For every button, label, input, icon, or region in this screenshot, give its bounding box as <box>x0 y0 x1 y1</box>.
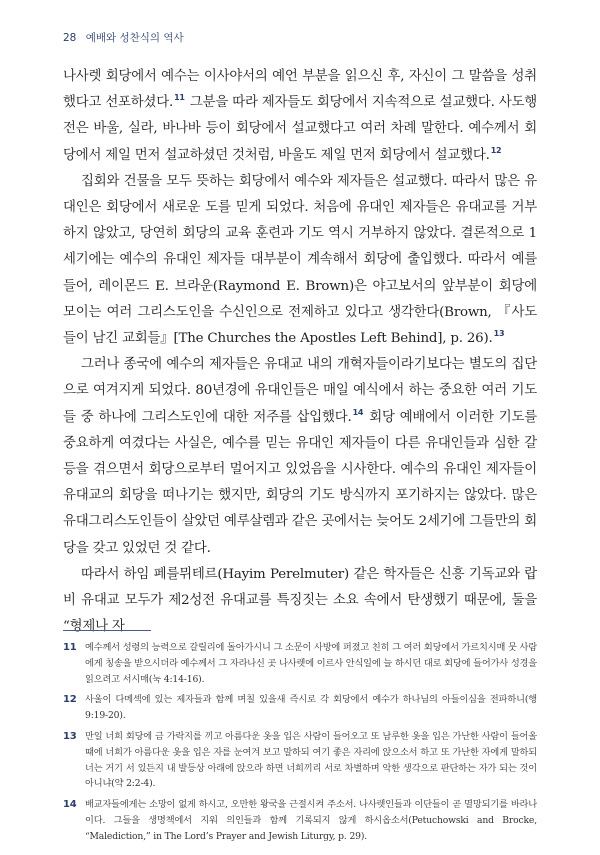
paragraph <box>63 562 537 641</box>
paragraph-text: 따라서 하임 페를뮈테르(Hayim Perelmuter) 같은 학자들은 신흥 기독교와 랍비 유대교 모두가 제2성전 유대교를 특징짓는 소요 속에서 탄생했기 때문에, 둘을 “형제나 자 <box>63 566 537 635</box>
footnote <box>63 640 537 687</box>
footnote-ref[interactable]: 14 <box>352 407 364 417</box>
footnote-ref[interactable]: 12 <box>490 145 502 155</box>
body-text <box>63 64 537 640</box>
running-header <box>63 30 184 45</box>
footnote-ref[interactable]: 11 <box>174 93 185 103</box>
paragraph-text: 회당 예배에서 이러한 기도를 중요하게 여겼다는 사실은, 예수를 믿는 유대인 제자들이 다른 유대인들과 심한 갈등을 겪으면서 회당으로부터 멀어지고 있었음을 시사한다. 예수의 유대인 제자들이 유대교의 회당을 떠나기는 했지만, 회당의 기도 방식까지 포기하지는 않았다. 많은 유대그리스도인들이 살았던 예루살렘과 같은 곳에서는 늦어도 2세기에 그들만의 회당을 갖고 있었던 것 같다. <box>63 409 537 556</box>
running-title: 예배와 성찬식의 역사 <box>85 32 184 44</box>
paragraph <box>63 352 537 562</box>
footnote <box>63 729 537 792</box>
paragraph-text: 그러나 종국에 예수의 제자들은 유대교 내의 개혁자들이라기보다는 별도의 집단으로 여겨지게 되었다. 80년경에 유대인들은 매일 예식에서 하는 중요한 여러 기도들 중 하나에 그리스도인에 대한 저주를 삽입했다. <box>63 357 537 425</box>
paragraph-text: 집회와 건물을 모두 뜻하는 회당에서 예수와 제자들은 설교했다. 따라서 많은 유대인은 회당에서 새로운 도를 믿게 되었다. 처음에 유대인 제자들은 유대교를 거부하지 않았고, 당연히 회당의 교육 훈련과 기도 역시 거부하지 않았다. 결론적으로 1세기에는 예수의 유대인 제자들 대부분이 계속해서 회당에 출입했다. 따라서 예를 들어, 레이몬드 E. 브라운(Raymond E. Brown)은 야고보서의 앞부분이 회당에 모이는 여러 그리스도인을 수신인으로 전제하고 있다고 생각한다(Brown, 『사도들이 남긴 교회들』[The Churches the Apostles Left Behind], p. 26). <box>63 173 537 347</box>
footnote-number: 14 <box>63 799 77 811</box>
footnote-text: 예수께서 성령의 능력으로 갈릴리에 돌아가시니 그 소문이 사방에 퍼졌고 친히 그 여러 회당에서 가르치시매 뭇 사람에게 칭송을 받으시더라 예수께서 그 자라나신 곳 나사렛에 이르사 안식일에 늘 하시던 대로 회당에 들어가사 성경을 읽으려고 서시매(눅 4:14-16). <box>85 642 537 685</box>
footnote-text: 만일 너희 회당에 금 가락지를 끼고 아름다운 옷을 입은 사람이 들어오고 또 남루한 옷을 입은 가난한 사람이 들어올 때에 너희가 아름다운 옷을 입은 자를 눈여겨 보고 말하되 여기 좋은 자리에 앉으소서 하고 또 가난한 자에게 말하되 너는 거기 서 있든지 내 발등상 아래에 앉으라 하면 너희끼리 서로 차별하며 악한 생각으로 판단하는 자가 되는 것이 아니냐(약 2:2-4). <box>85 730 537 790</box>
paragraph-text: 나사렛 회당에서 예수는 이사야서의 예언 부분을 읽으신 후, 자신이 그 말씀을 성취했다고 선포하셨다. <box>63 69 537 111</box>
paragraph-text: 그분을 따라 제자들도 회당에서 지속적으로 설교했다. 사도행전은 바울, 실라, 바나바 등이 회당에서 설교했다고 여러 차례 말한다. 예수께서 회당에서 제일 먼저 설교하셨던 것처럼, 바울도 제일 먼저 회당에서 설교했다. <box>63 95 537 163</box>
footnote <box>63 692 537 724</box>
footnote-number: 12 <box>63 694 77 706</box>
footnotes <box>63 640 537 850</box>
footnote-text: 배교자들에게는 소망이 없게 하시고, 오만한 왕국을 근절시켜 주소서. 나사렛인들과 이단들이 곧 멸망되기를 바라나이다. 그들을 생명책에서 지워 의인들과 함께 기록되지 않게 하시옵소서(Petuchowski and Brocke, “Malediction,” in The Lord’s Prayer and Jewish Liturgy, p. 29). <box>85 799 537 842</box>
paragraph <box>63 64 537 169</box>
page-number: 28 <box>63 32 77 44</box>
footnote <box>63 797 537 844</box>
footnote-number: 11 <box>63 642 77 653</box>
footnote-number: 13 <box>63 730 77 742</box>
footnote-ref[interactable]: 13 <box>493 329 505 339</box>
paragraph <box>63 169 537 352</box>
footnote-text: 사울이 다메섹에 있는 제자들과 함께 며칠 있을새 즉시로 각 회당에서 예수가 하나님의 아들이심을 전파하니(행 9:19-20). <box>85 694 537 722</box>
footnote-divider <box>63 630 151 631</box>
